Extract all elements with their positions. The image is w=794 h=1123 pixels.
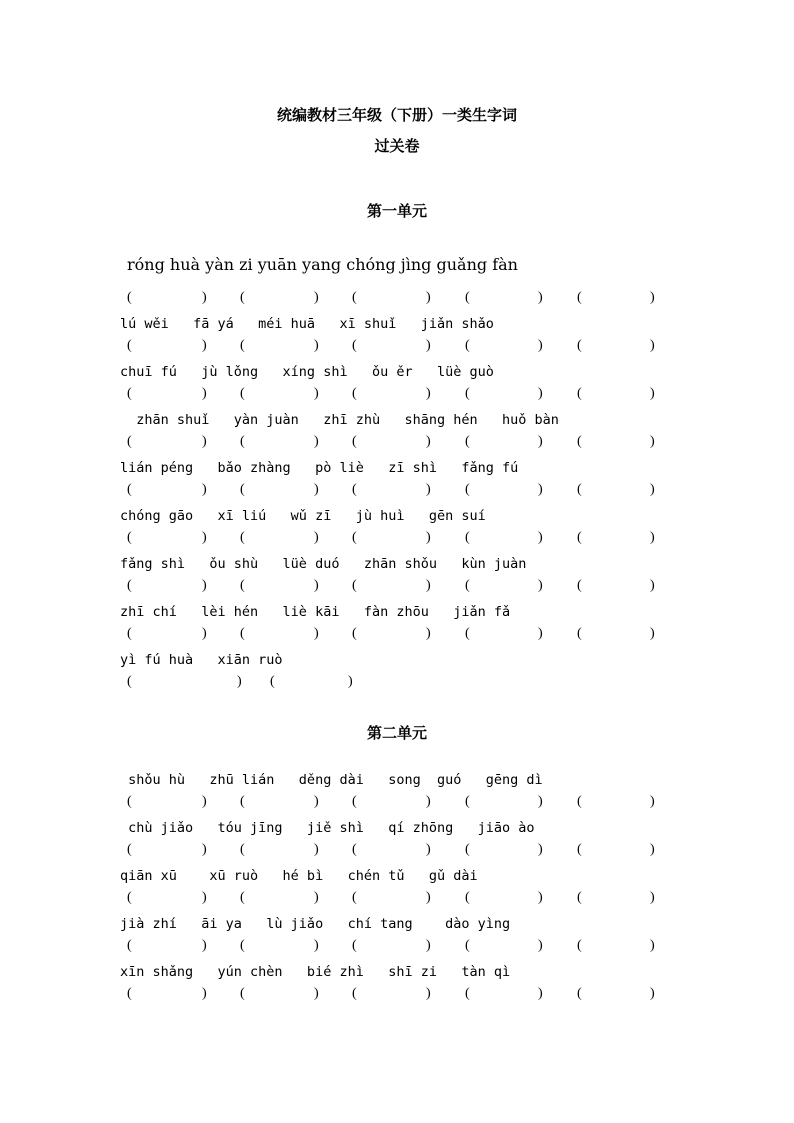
pinyin-row: xīn shǎng yún chèn bié zhì shī zi tàn qì: [120, 964, 511, 980]
paren-close: ): [538, 842, 543, 857]
pinyin-row: lú wěi fā yá méi huā xī shuǐ jiǎn shǎo: [120, 316, 494, 332]
paren-close: ): [426, 578, 431, 593]
paren-open: (: [352, 338, 357, 353]
paren-close: ): [650, 290, 655, 305]
paren-close: ): [538, 338, 543, 353]
paren-close: ): [426, 434, 431, 449]
paren-open: (: [127, 842, 132, 857]
paren-close: ): [538, 626, 543, 641]
paren-open: (: [127, 794, 132, 809]
paren-open: (: [240, 578, 245, 593]
paren-open: (: [465, 578, 470, 593]
paren-close: ): [314, 578, 319, 593]
paren-open: (: [127, 578, 132, 593]
pinyin-row: zhī chí lèi hén liè kāi fàn zhōu jiǎn fǎ: [120, 604, 511, 620]
paren-close: ): [237, 674, 242, 689]
paren-close: ): [314, 482, 319, 497]
pinyin-row: chuī fú jù lǒng xíng shì ǒu ěr lüè guò: [120, 364, 494, 380]
paren-close: ): [650, 890, 655, 905]
paren-open: (: [577, 338, 582, 353]
paren-open: (: [465, 482, 470, 497]
pinyin-row: shǒu hù zhū lián děng dài song guó gēng dì: [120, 772, 543, 788]
paren-close: ): [202, 386, 207, 401]
paren-open: (: [465, 530, 470, 545]
paren-close: ): [314, 794, 319, 809]
paren-close: ): [426, 482, 431, 497]
paren-close: ): [538, 434, 543, 449]
paren-open: (: [127, 674, 132, 689]
paren-open: (: [127, 338, 132, 353]
answer-row: [0, 840, 794, 860]
paren-open: (: [127, 890, 132, 905]
page-subtitle: 过关卷: [374, 137, 420, 155]
paren-close: ): [538, 578, 543, 593]
paren-open: (: [465, 434, 470, 449]
paren-close: ): [650, 434, 655, 449]
answer-row: [0, 336, 794, 356]
answer-row: [0, 624, 794, 644]
paren-close: ): [650, 386, 655, 401]
paren-close: ): [538, 290, 543, 305]
paren-open: (: [240, 626, 245, 641]
paren-open: (: [127, 530, 132, 545]
paren-close: ): [426, 938, 431, 953]
pinyin-row: jià zhí āi ya lù jiǎo chí tang dào yìng: [120, 916, 511, 932]
paren-close: ): [314, 530, 319, 545]
paren-close: ): [314, 842, 319, 857]
answer-row: [0, 672, 794, 692]
unit-1-heading: 第一单元: [366, 202, 427, 220]
pinyin-row: zhān shuǐ yàn juàn zhī zhù shāng hén huǒ bàn: [120, 412, 559, 428]
paren-close: ): [202, 938, 207, 953]
paren-close: ): [314, 890, 319, 905]
paren-close: ): [538, 890, 543, 905]
paren-open: (: [240, 290, 245, 305]
paren-close: ): [650, 578, 655, 593]
paren-close: ): [202, 338, 207, 353]
paren-open: (: [240, 890, 245, 905]
paren-close: ): [202, 290, 207, 305]
unit-2-heading: 第二单元: [366, 724, 427, 742]
paren-open: (: [127, 986, 132, 1001]
answer-row: [0, 576, 794, 596]
paren-close: ): [426, 794, 431, 809]
paren-close: ): [538, 986, 543, 1001]
paren-close: ): [202, 626, 207, 641]
paren-open: (: [465, 290, 470, 305]
paren-open: (: [577, 626, 582, 641]
paren-close: ): [202, 482, 207, 497]
paren-open: (: [127, 290, 132, 305]
paren-close: ): [426, 890, 431, 905]
paren-close: ): [426, 530, 431, 545]
paren-open: (: [127, 434, 132, 449]
paren-open: (: [127, 938, 132, 953]
answer-row: [0, 432, 794, 452]
answer-row: [0, 984, 794, 1004]
answer-row: [0, 792, 794, 812]
paren-open: (: [577, 578, 582, 593]
paren-open: (: [240, 386, 245, 401]
answer-row: [0, 528, 794, 548]
paren-open: (: [352, 938, 357, 953]
paren-close: ): [202, 434, 207, 449]
paren-open: (: [352, 986, 357, 1001]
paren-close: ): [650, 530, 655, 545]
pinyin-row: lián péng bǎo zhàng pò liè zī shì fǎng fú: [120, 460, 519, 476]
answer-row: [0, 384, 794, 404]
paren-open: (: [240, 842, 245, 857]
paren-open: (: [352, 842, 357, 857]
paren-close: ): [426, 626, 431, 641]
paren-open: (: [465, 794, 470, 809]
paren-close: ): [538, 530, 543, 545]
paren-open: (: [127, 386, 132, 401]
paren-close: ): [202, 842, 207, 857]
paren-open: (: [240, 482, 245, 497]
paren-close: ): [538, 386, 543, 401]
page-title: 统编教材三年级（下册）一类生字词: [276, 106, 517, 124]
paren-close: ): [348, 674, 353, 689]
paren-close: ): [650, 338, 655, 353]
paren-close: ): [426, 338, 431, 353]
paren-open: (: [577, 890, 582, 905]
paren-open: (: [465, 386, 470, 401]
paren-open: (: [577, 842, 582, 857]
paren-open: (: [465, 986, 470, 1001]
paren-open: (: [577, 530, 582, 545]
paren-close: ): [650, 794, 655, 809]
paren-open: (: [352, 578, 357, 593]
paren-open: (: [127, 626, 132, 641]
paren-close: ): [314, 386, 319, 401]
paren-open: (: [577, 386, 582, 401]
paren-open: (: [270, 674, 275, 689]
pinyin-row: chóng gāo xī liú wǔ zī jù huì gēn suí: [120, 508, 486, 524]
paren-close: ): [650, 938, 655, 953]
paren-open: (: [465, 626, 470, 641]
paren-open: (: [352, 794, 357, 809]
paren-open: (: [240, 338, 245, 353]
paren-open: (: [465, 890, 470, 905]
paren-open: (: [577, 290, 582, 305]
paren-open: (: [577, 986, 582, 1001]
paren-open: (: [127, 482, 132, 497]
answer-row: [0, 480, 794, 500]
paren-open: (: [577, 482, 582, 497]
paren-open: (: [240, 434, 245, 449]
paren-close: ): [314, 626, 319, 641]
paren-open: (: [465, 842, 470, 857]
paren-open: (: [240, 530, 245, 545]
pinyin-row: yì fú huà xiān ruò: [120, 652, 283, 668]
answer-row: [0, 888, 794, 908]
paren-close: ): [202, 890, 207, 905]
paren-close: ): [426, 986, 431, 1001]
paren-open: (: [465, 938, 470, 953]
paren-open: (: [240, 794, 245, 809]
paren-open: (: [352, 386, 357, 401]
pinyin-row: chù jiǎo tóu jīng jiě shì qí zhōng jiāo ào: [120, 820, 535, 836]
paren-close: ): [426, 842, 431, 857]
paren-close: ): [314, 938, 319, 953]
paren-open: (: [352, 482, 357, 497]
paren-close: ): [538, 482, 543, 497]
answer-row: [0, 288, 794, 308]
paren-close: ): [314, 434, 319, 449]
paren-close: ): [202, 578, 207, 593]
paren-close: ): [538, 938, 543, 953]
paren-open: (: [352, 434, 357, 449]
paren-open: (: [577, 794, 582, 809]
paren-close: ): [202, 530, 207, 545]
paren-open: (: [352, 290, 357, 305]
answer-row: [0, 936, 794, 956]
paren-close: ): [202, 794, 207, 809]
paren-open: (: [577, 434, 582, 449]
paren-close: ): [202, 986, 207, 1001]
paren-close: ): [538, 794, 543, 809]
paren-close: ): [650, 626, 655, 641]
paren-open: (: [352, 530, 357, 545]
paren-open: (: [465, 338, 470, 353]
pinyin-row: qiān xū xū ruò hé bì chén tǔ gǔ dài: [120, 868, 478, 884]
paren-close: ): [314, 986, 319, 1001]
paren-close: ): [650, 842, 655, 857]
paren-close: ): [650, 986, 655, 1001]
paren-close: ): [426, 386, 431, 401]
paren-open: (: [240, 986, 245, 1001]
pinyin-row: róng huà yàn zi yuān yang chóng jìng guǎng fàn: [127, 255, 518, 274]
paren-open: (: [352, 890, 357, 905]
pinyin-row: fǎng shì ǒu shù lüè duó zhān shǒu kùn juàn: [120, 556, 527, 572]
paren-close: ): [314, 338, 319, 353]
paren-open: (: [240, 938, 245, 953]
paren-close: ): [650, 482, 655, 497]
paren-close: ): [426, 290, 431, 305]
paren-open: (: [577, 938, 582, 953]
paren-open: (: [352, 626, 357, 641]
paren-close: ): [314, 290, 319, 305]
